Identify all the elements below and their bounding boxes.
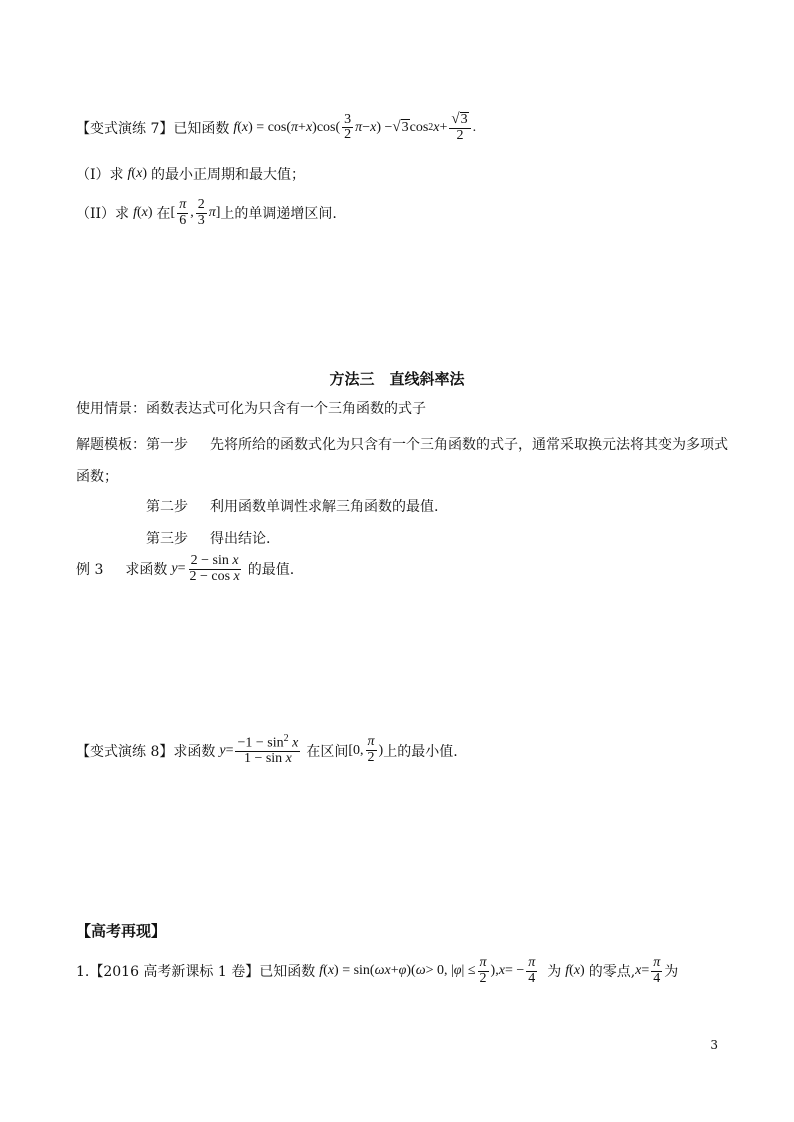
ex7-q2-interval: [ $\frac{\pi}{6}$ , $\frac{2}{3}$ π ]: [170, 197, 221, 228]
ex7-q1-fx: f(x): [127, 166, 147, 181]
ex7-q2-fx: f(x): [133, 205, 153, 221]
gaokao-q1-tail: 为: [664, 964, 679, 981]
gaokao-title: 【高考再现】: [76, 922, 167, 940]
ex8-label: 【变式演练 8】: [76, 743, 174, 760]
gaokao-q1-x2: x = $\frac{\pi}{4}$: [635, 955, 661, 986]
ex7-q2-suffix: 上的单调递增区间.: [220, 206, 337, 223]
example3-suffix: 的最值.: [247, 562, 295, 579]
gaokao-q1: [76, 956, 678, 986]
ex8-interval: [0, $\frac{\pi}{2}$ ): [348, 734, 384, 766]
template-label: 解题模板：: [76, 437, 146, 453]
method3-title: 方法三 直线斜率法: [329, 370, 465, 388]
method3-step2: [146, 496, 438, 516]
example3: [76, 554, 294, 584]
method3-step1: [76, 434, 728, 454]
ex7-q2-in: 在: [156, 206, 171, 223]
ex7-intro: 已知函数: [173, 120, 230, 137]
example3-prefix: 求函数: [125, 562, 168, 579]
ex7-q2: [76, 198, 337, 228]
gaokao-q1-label: 1.【2016 高考新课标 1 卷】: [76, 964, 260, 981]
step2-text: 利用函数单调性求解三角函数的最值.: [210, 499, 439, 515]
step1-text: 先将所给的函数式化为只含有一个三角函数的式子，通常采取换元法将其变为多项式: [210, 437, 728, 453]
ex7-q2-prefix: （II）求: [76, 206, 130, 223]
gaokao-q1-zero: 的零点,: [588, 964, 636, 981]
gaokao-q1-formula: f ( x ) = sin( ωx + φ )( ω > 0, | φ | ≤ $\frac{\pi}{2}$ ), x = − $\frac{\pi}{4}$: [319, 955, 536, 986]
gaokao-q1-fx: f(x): [565, 963, 585, 979]
ex7-statement: [76, 112, 476, 143]
ex8-prefix: 求函数: [173, 743, 216, 760]
ex7-q1: [76, 164, 305, 184]
example3-label: 例 3: [76, 562, 104, 579]
page-number: 3: [710, 1038, 718, 1052]
gaokao-q1-prefix: 已知函数: [259, 964, 316, 981]
ex8-formula: y = $\frac{-1 - \sin^2 x}{\text{1 − sin x}}$: [219, 733, 299, 767]
example3-formula: y = $\frac{\text{2 − sin x}}{\text{2 − cos x}}$: [171, 553, 240, 584]
step3-text: 得出结论.: [210, 531, 271, 547]
ex7-label: 【变式演练 7】: [76, 120, 174, 137]
ex7-q1-prefix: （I）求: [76, 167, 124, 183]
method3-step3: [146, 528, 270, 548]
step1-label: 第一步: [146, 437, 188, 453]
ex8-statement: [76, 734, 458, 767]
method3-step1-cont: 函数；: [76, 469, 118, 485]
ex8-suffix: 上的最小值.: [383, 743, 458, 760]
ex8-in: 在区间: [306, 743, 349, 760]
step2-label: 第二步: [146, 499, 188, 515]
ex7-formula: f ( x ) = cos( π + x )cos( $\frac{3}{2}$ π − x ) − √ 3 cos 2 x + √ 3 2 .: [233, 111, 477, 143]
gaokao-q1-is: 为: [547, 964, 562, 981]
step3-label: 第三步: [146, 531, 188, 547]
method3-scene: 使用情景：函数表达式可化为只含有一个三角函数的式子: [76, 401, 426, 417]
ex7-q1-suffix: 的最小正周期和最大值；: [150, 167, 305, 183]
